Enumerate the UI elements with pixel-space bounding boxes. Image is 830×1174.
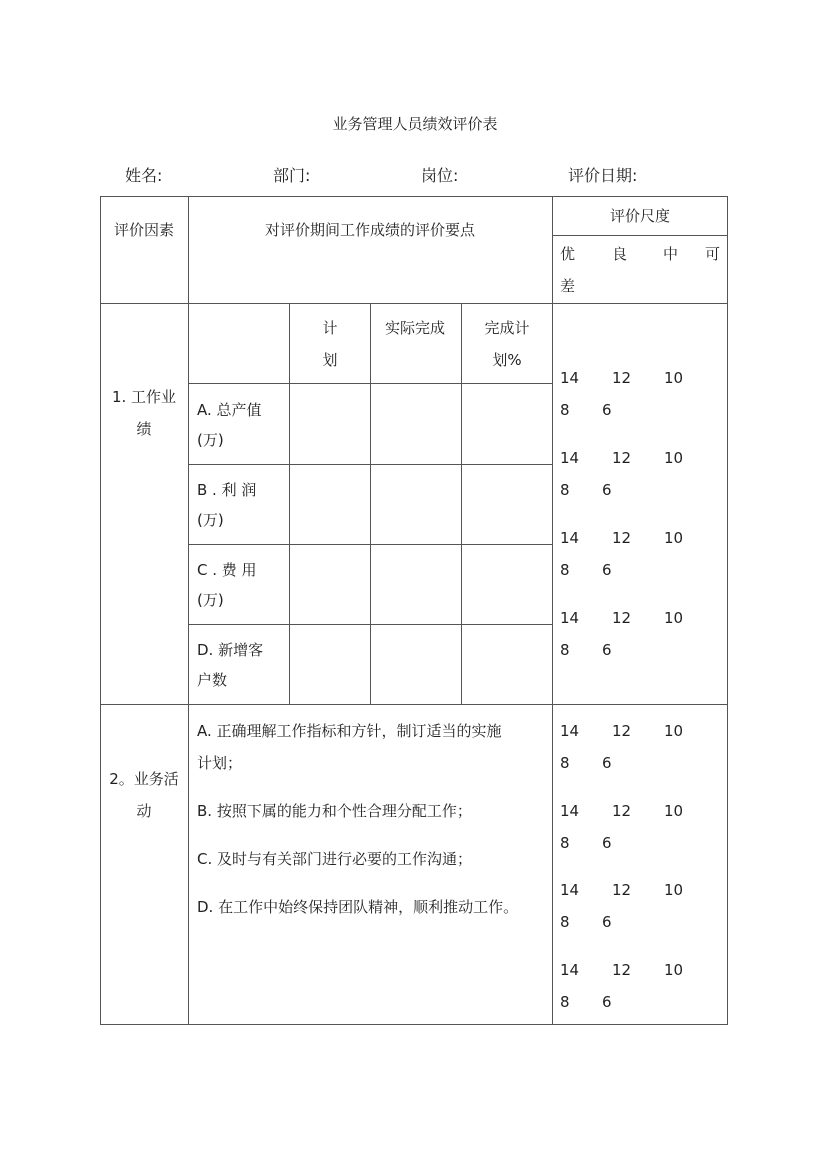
table-border	[100, 196, 728, 197]
table-divider	[100, 303, 728, 304]
score-value: 10	[664, 449, 684, 467]
grade-poor: 差	[560, 277, 576, 295]
metric-row-label: A. 总产值	[197, 401, 262, 419]
section2-label: 动	[136, 802, 152, 820]
score-value: 6	[602, 754, 612, 772]
name-label: 姓名:	[125, 166, 163, 185]
section1-label: 1. 工作业	[111, 388, 177, 406]
activity-item: 计划；	[197, 754, 243, 772]
metric-row-label: (万)	[197, 591, 224, 609]
table-divider	[552, 196, 553, 1025]
table-divider	[188, 196, 189, 1025]
score-value: 12	[612, 609, 632, 627]
section1-label: 绩	[136, 420, 152, 438]
score-value: 8	[560, 481, 570, 499]
score-value: 12	[612, 881, 632, 899]
activity-item: B. 按照下属的能力和个性合理分配工作；	[197, 802, 472, 820]
table-divider	[370, 303, 371, 704]
score-value: 8	[560, 993, 570, 1011]
activity-item: C. 及时与有关部门进行必要的工作沟通；	[197, 850, 473, 868]
score-value: 6	[602, 641, 612, 659]
table-divider	[289, 303, 290, 704]
metric-row-label: D. 新增客	[197, 641, 264, 659]
score-value: 14	[560, 369, 580, 387]
table-border	[727, 196, 728, 1025]
dept-label: 部门:	[273, 166, 311, 185]
score-value: 6	[602, 481, 612, 499]
score-value: 14	[560, 802, 580, 820]
grade-good: 良	[612, 245, 628, 263]
score-value: 10	[664, 369, 684, 387]
score-value: 12	[612, 529, 632, 547]
table-divider	[100, 704, 728, 705]
section2-label: 2。业务活	[109, 770, 179, 788]
score-value: 6	[602, 913, 612, 931]
col-percent: 划%	[492, 351, 522, 369]
score-value: 8	[560, 913, 570, 931]
score-value: 8	[560, 641, 570, 659]
score-value: 12	[612, 449, 632, 467]
header-points: 对评价期间工作成绩的评价要点	[264, 221, 476, 239]
score-value: 12	[612, 369, 632, 387]
date-label: 评价日期:	[568, 166, 638, 185]
score-value: 6	[602, 401, 612, 419]
col-plan: 划	[322, 351, 338, 369]
metric-row-label: C . 费 用	[197, 561, 257, 579]
score-value: 10	[664, 722, 684, 740]
table-border	[100, 196, 101, 1025]
score-value: 10	[664, 961, 684, 979]
col-actual: 实际完成	[384, 319, 446, 337]
metric-row-label: B . 利 润	[197, 481, 257, 499]
activity-item: A. 正确理解工作指标和方针，制订适当的实施	[197, 722, 502, 740]
score-value: 8	[560, 834, 570, 852]
grade-medium: 中	[663, 245, 679, 263]
score-value: 14	[560, 609, 580, 627]
header-factor: 评价因素	[113, 221, 175, 239]
score-value: 12	[612, 802, 632, 820]
grade-fair: 可	[705, 245, 721, 263]
score-value: 14	[560, 961, 580, 979]
score-value: 8	[560, 561, 570, 579]
score-value: 10	[664, 529, 684, 547]
score-value: 6	[602, 993, 612, 1011]
grade-excellent: 优	[560, 245, 576, 263]
score-value: 8	[560, 754, 570, 772]
col-percent: 完成计	[484, 319, 530, 337]
table-divider	[461, 303, 462, 704]
activity-item: D. 在工作中始终保持团队精神，顺利推动工作。	[197, 898, 519, 916]
table-border	[100, 1024, 728, 1025]
col-plan: 计	[322, 319, 338, 337]
metric-row-label: (万)	[197, 431, 224, 449]
position-label: 岗位:	[421, 166, 459, 185]
score-value: 10	[664, 802, 684, 820]
score-value: 6	[602, 561, 612, 579]
score-value: 12	[612, 961, 632, 979]
metric-row-label: (万)	[197, 511, 224, 529]
score-value: 14	[560, 449, 580, 467]
page-title: 业务管理人员绩效评价表	[332, 115, 498, 133]
score-value: 8	[560, 401, 570, 419]
score-value: 14	[560, 722, 580, 740]
metric-row-label: 户数	[197, 671, 228, 689]
score-value: 10	[664, 609, 684, 627]
score-value: 10	[664, 881, 684, 899]
score-value: 14	[560, 881, 580, 899]
score-value: 6	[602, 834, 612, 852]
score-value: 14	[560, 529, 580, 547]
header-scale: 评价尺度	[609, 207, 671, 225]
table-divider	[552, 235, 728, 236]
score-value: 12	[612, 722, 632, 740]
